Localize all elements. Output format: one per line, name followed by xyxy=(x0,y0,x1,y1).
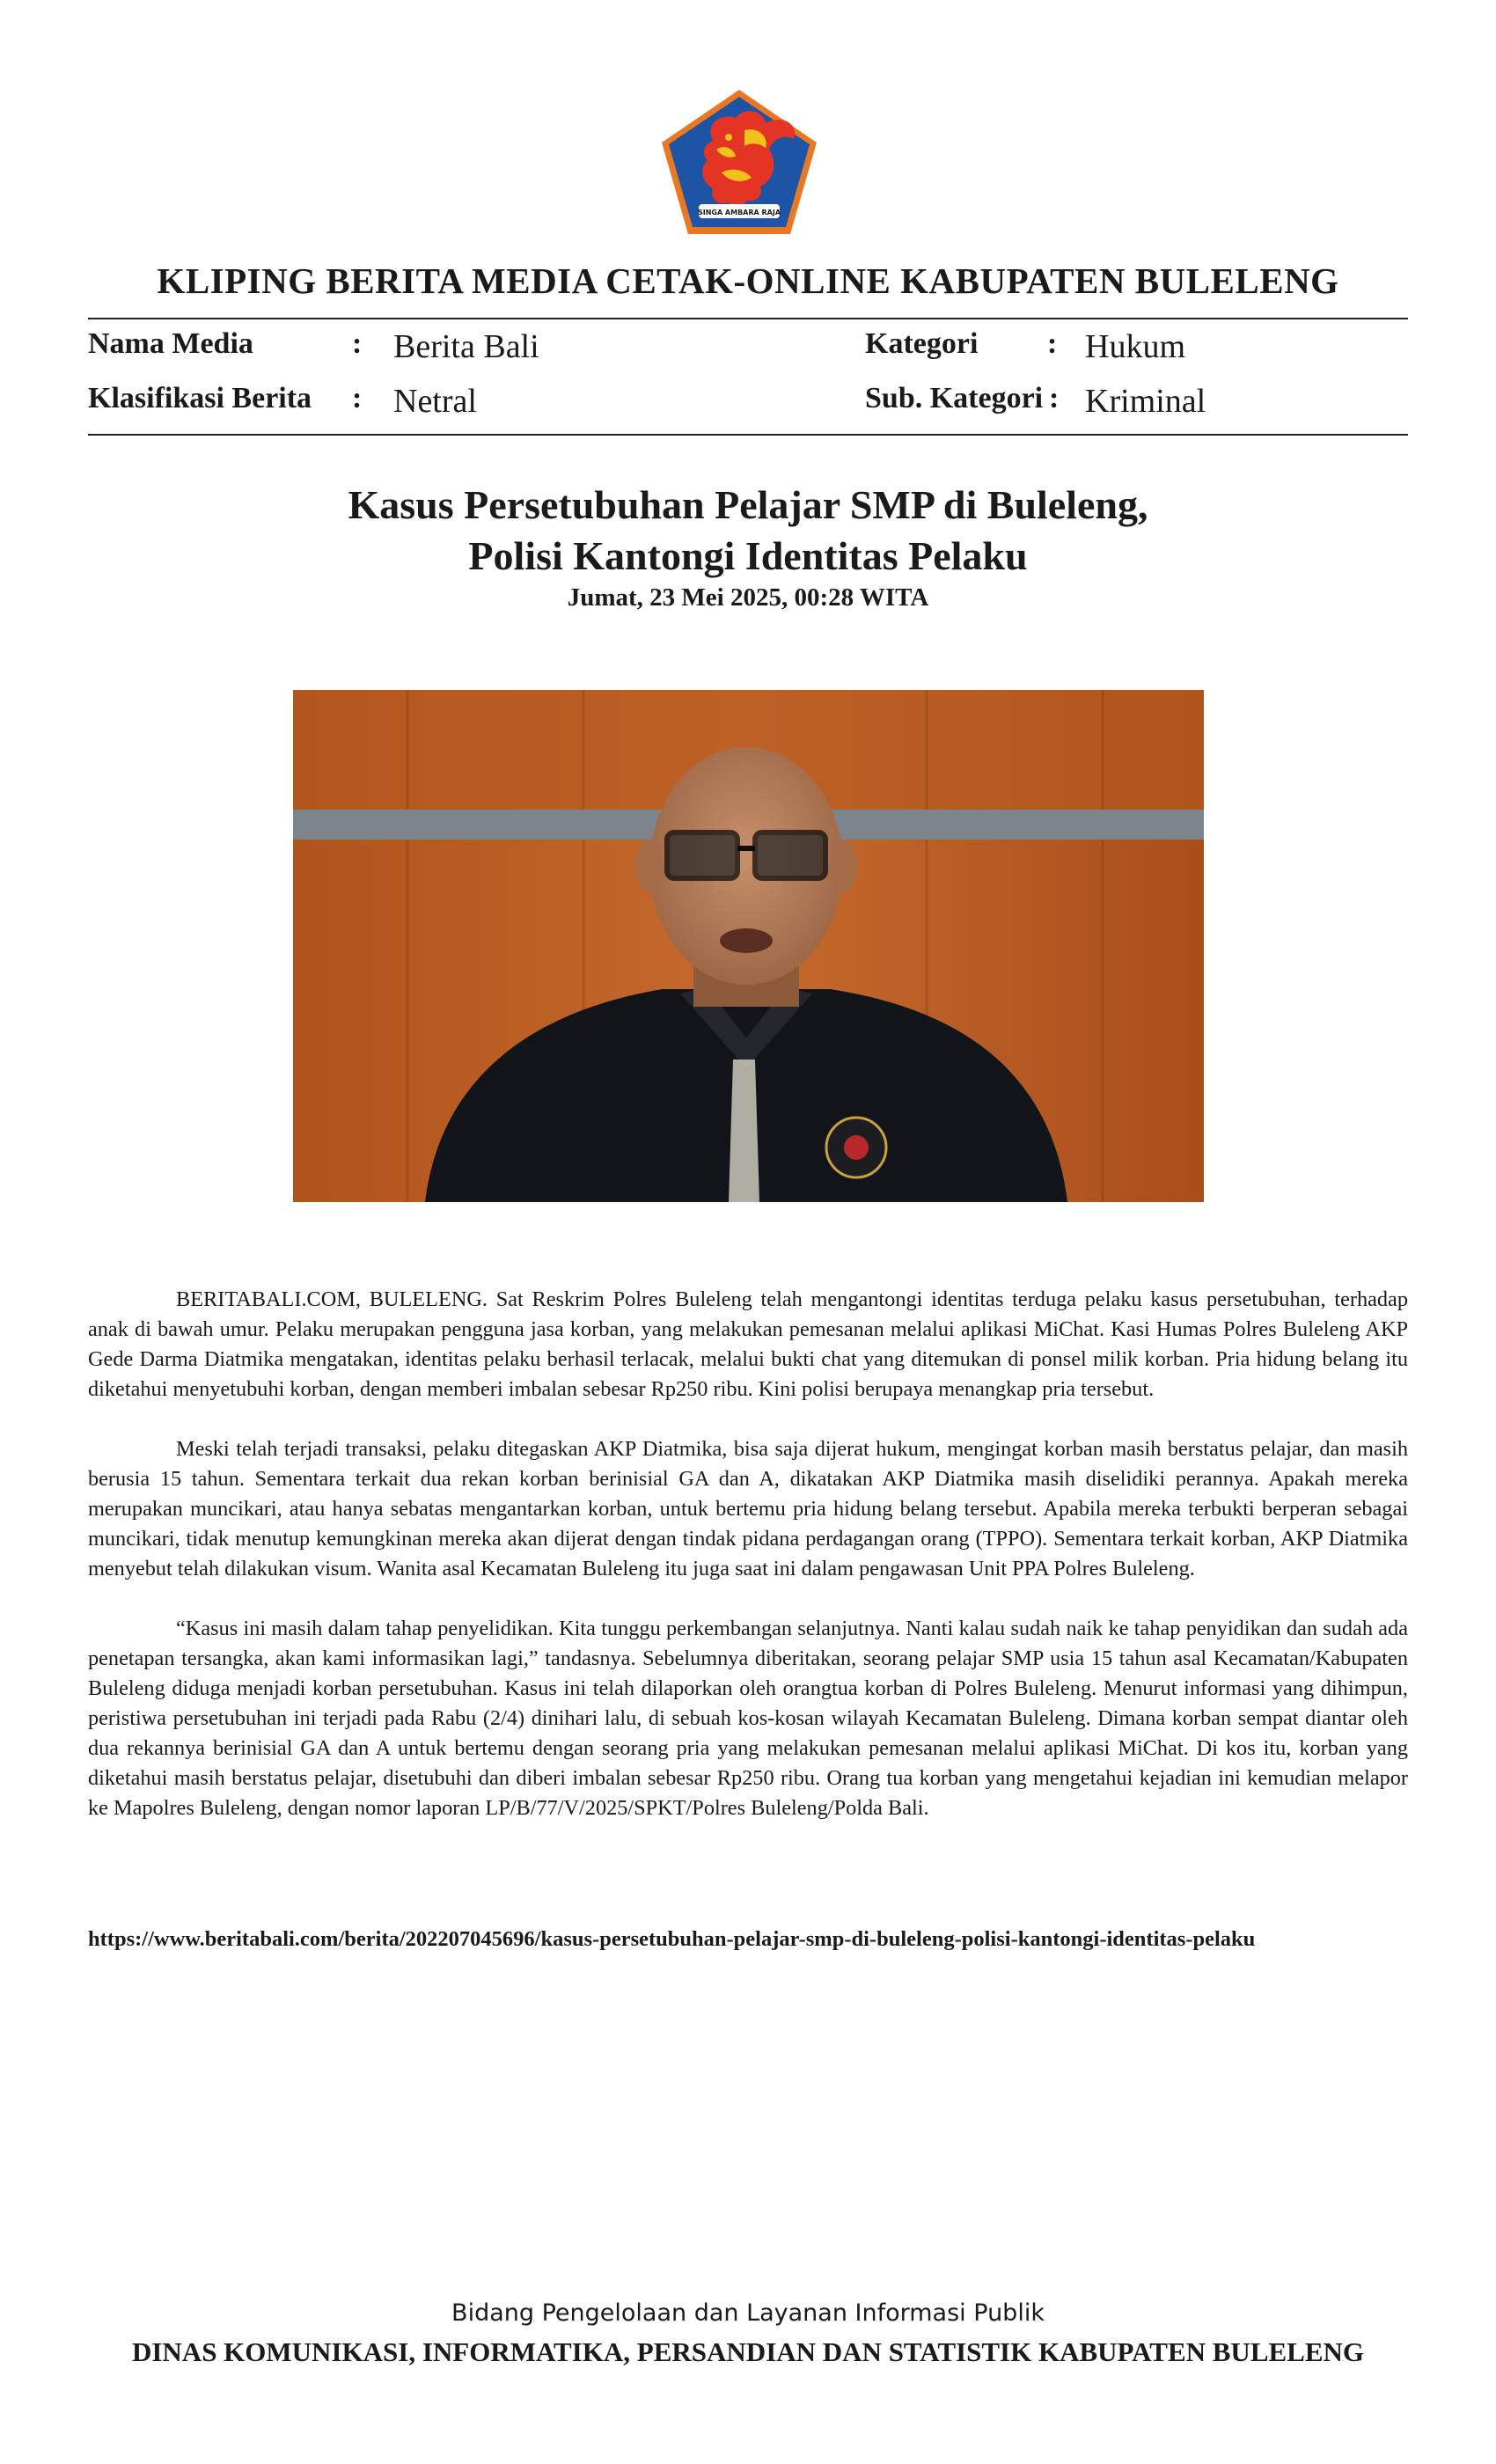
kategori-label: Kategori xyxy=(865,327,979,360)
kategori-colon: : xyxy=(1047,327,1058,360)
media-label: Nama Media xyxy=(88,327,253,360)
klasifikasi-label: Klasifikasi Berita xyxy=(88,382,312,414)
singa-ambara-raja-emblem-icon xyxy=(660,88,818,236)
footer-subtitle: Bidang Pengelolaan dan Layanan Informasi Publik xyxy=(451,2299,1045,2327)
article-headline xyxy=(0,480,1496,582)
header-divider-bottom xyxy=(88,434,1408,436)
media-value: Berita Bali xyxy=(393,328,539,365)
article-paragraph-1: BERITABALI.COM, BULELENG. Sat Reskrim Polres Buleleng telah mengantongi identitas terduga pelaku kasus persetubuhan, terhadap anak di bawah umur. Pelaku merupakan pengguna jasa korban, yang melakukan pemesanan melalui aplikasi MiChat. Kasi Humas Polres Buleleng AKP Gede Darma Diatmika mengatakan, identitas pelaku berhasil terlacak, melalui bukti chat yang ditemukan di ponsel milik korban. Pria hidung belang itu diketahui menyetubuhi korban, dengan memberi imbalan sebesar Rp250 ribu. Kini polisi berupaya menangkap pria tersebut. xyxy=(88,1287,1408,1401)
buleleng-emblem xyxy=(660,88,818,236)
subkategori-colon: : xyxy=(1049,382,1060,414)
clipping-title: KLIPING BERITA MEDIA CETAK-ONLINE KABUPATEN BULELENG xyxy=(157,260,1339,301)
kategori-value: Hukum xyxy=(1085,328,1185,365)
media-colon: : xyxy=(352,327,363,360)
subkategori-value: Kriminal xyxy=(1085,383,1206,420)
emblem-motto: SINGA AMBARA RAJA xyxy=(697,209,781,216)
article-date: Jumat, 23 Mei 2025, 00:28 WITA xyxy=(567,583,929,612)
article-paragraph-2: Meski telah terjadi transaksi, pelaku ditegaskan AKP Diatmika, bisa saja dijerat hukum, mengingat korban masih berstatus pelajar, dan masih berusia 15 tahun. Sementara terkait dua rekan korban berinisial GA dan A, dikatakan AKP Diatmika masih diselidiki perannya. Apakah mereka merupakan muncikari, atau hanya sebatas mengantarkan korban, untuk bertemu pria hidung belang tersebut. Apabila mereka terbukti berperan sebagai muncikari, tidak menutup kemungkinan mereka akan dijerat dengan tindak pidana perdagangan orang (TPPO). Sementara terkait korban, AKP Diatmika menyebut telah dilakukan visum. Wanita asal Kecamatan Buleleng itu juga saat ini dalam pengawasan Unit PPA Polres Buleleng. xyxy=(88,1437,1408,1580)
headline-line-2: Polisi Kantongi Identitas Pelaku xyxy=(468,533,1028,578)
klasifikasi-colon: : xyxy=(352,382,363,414)
article-paragraph-3: “Kasus ini masih dalam tahap penyelidikan. Kita tunggu perkembangan selanjutnya. Nanti kalau sudah naik ke tahap penyidikan dan sudah ada penetapan tersangka, akan kami informasikan lagi,” tandasnya. Sebelumnya diberitakan, seorang pelajar SMP usia 15 tahun asal Kecamatan/Kabupaten Buleleng diduga menjadi korban persetubuhan. Kasus ini telah dilaporkan oleh orangtua korban di Polres Buleleng. Menurut informasi yang dihimpun, peristiwa persetubuhan ini terjadi pada Rabu (2/4) dinihari lalu, di sebuah kos-kosan wilayah Kecamatan Buleleng. Dimana korban sempat diantar oleh dua rekannya berinisial GA dan A untuk bertemu dengan seorang pria yang melakukan pemesanan melalui aplikasi MiChat. Di kos itu, korban yang diketahui masih berstatus pelajar, disetubuhi dan diberi imbalan sebesar Rp250 ribu. Orang tua korban yang mengetahui kejadian ini kemudian melapor ke Mapolres Buleleng, dengan nomor laporan LP/B/77/V/2025/SPKT/Polres Buleleng/Polda Bali. xyxy=(88,1617,1408,1820)
subkategori-label: Sub. Kategori xyxy=(865,382,1044,414)
header-divider-top xyxy=(88,318,1408,319)
article-body xyxy=(88,1285,1408,1853)
source-link[interactable]: https://www.beritabali.com/berita/202207045696/kasus-persetubuhan-pelajar-smp-di-buleleng-polisi-kantongi-identitas-pelaku xyxy=(88,1927,1256,1951)
klasifikasi-value: Netral xyxy=(393,383,477,420)
headline-line-1: Kasus Persetubuhan Pelajar SMP di Buleleng, xyxy=(348,482,1148,527)
footer-title: DINAS KOMUNIKASI, INFORMATIKA, PERSANDIAN DAN STATISTIK KABUPATEN BULELENG xyxy=(131,2336,1365,2367)
article-photo xyxy=(293,690,1204,1202)
